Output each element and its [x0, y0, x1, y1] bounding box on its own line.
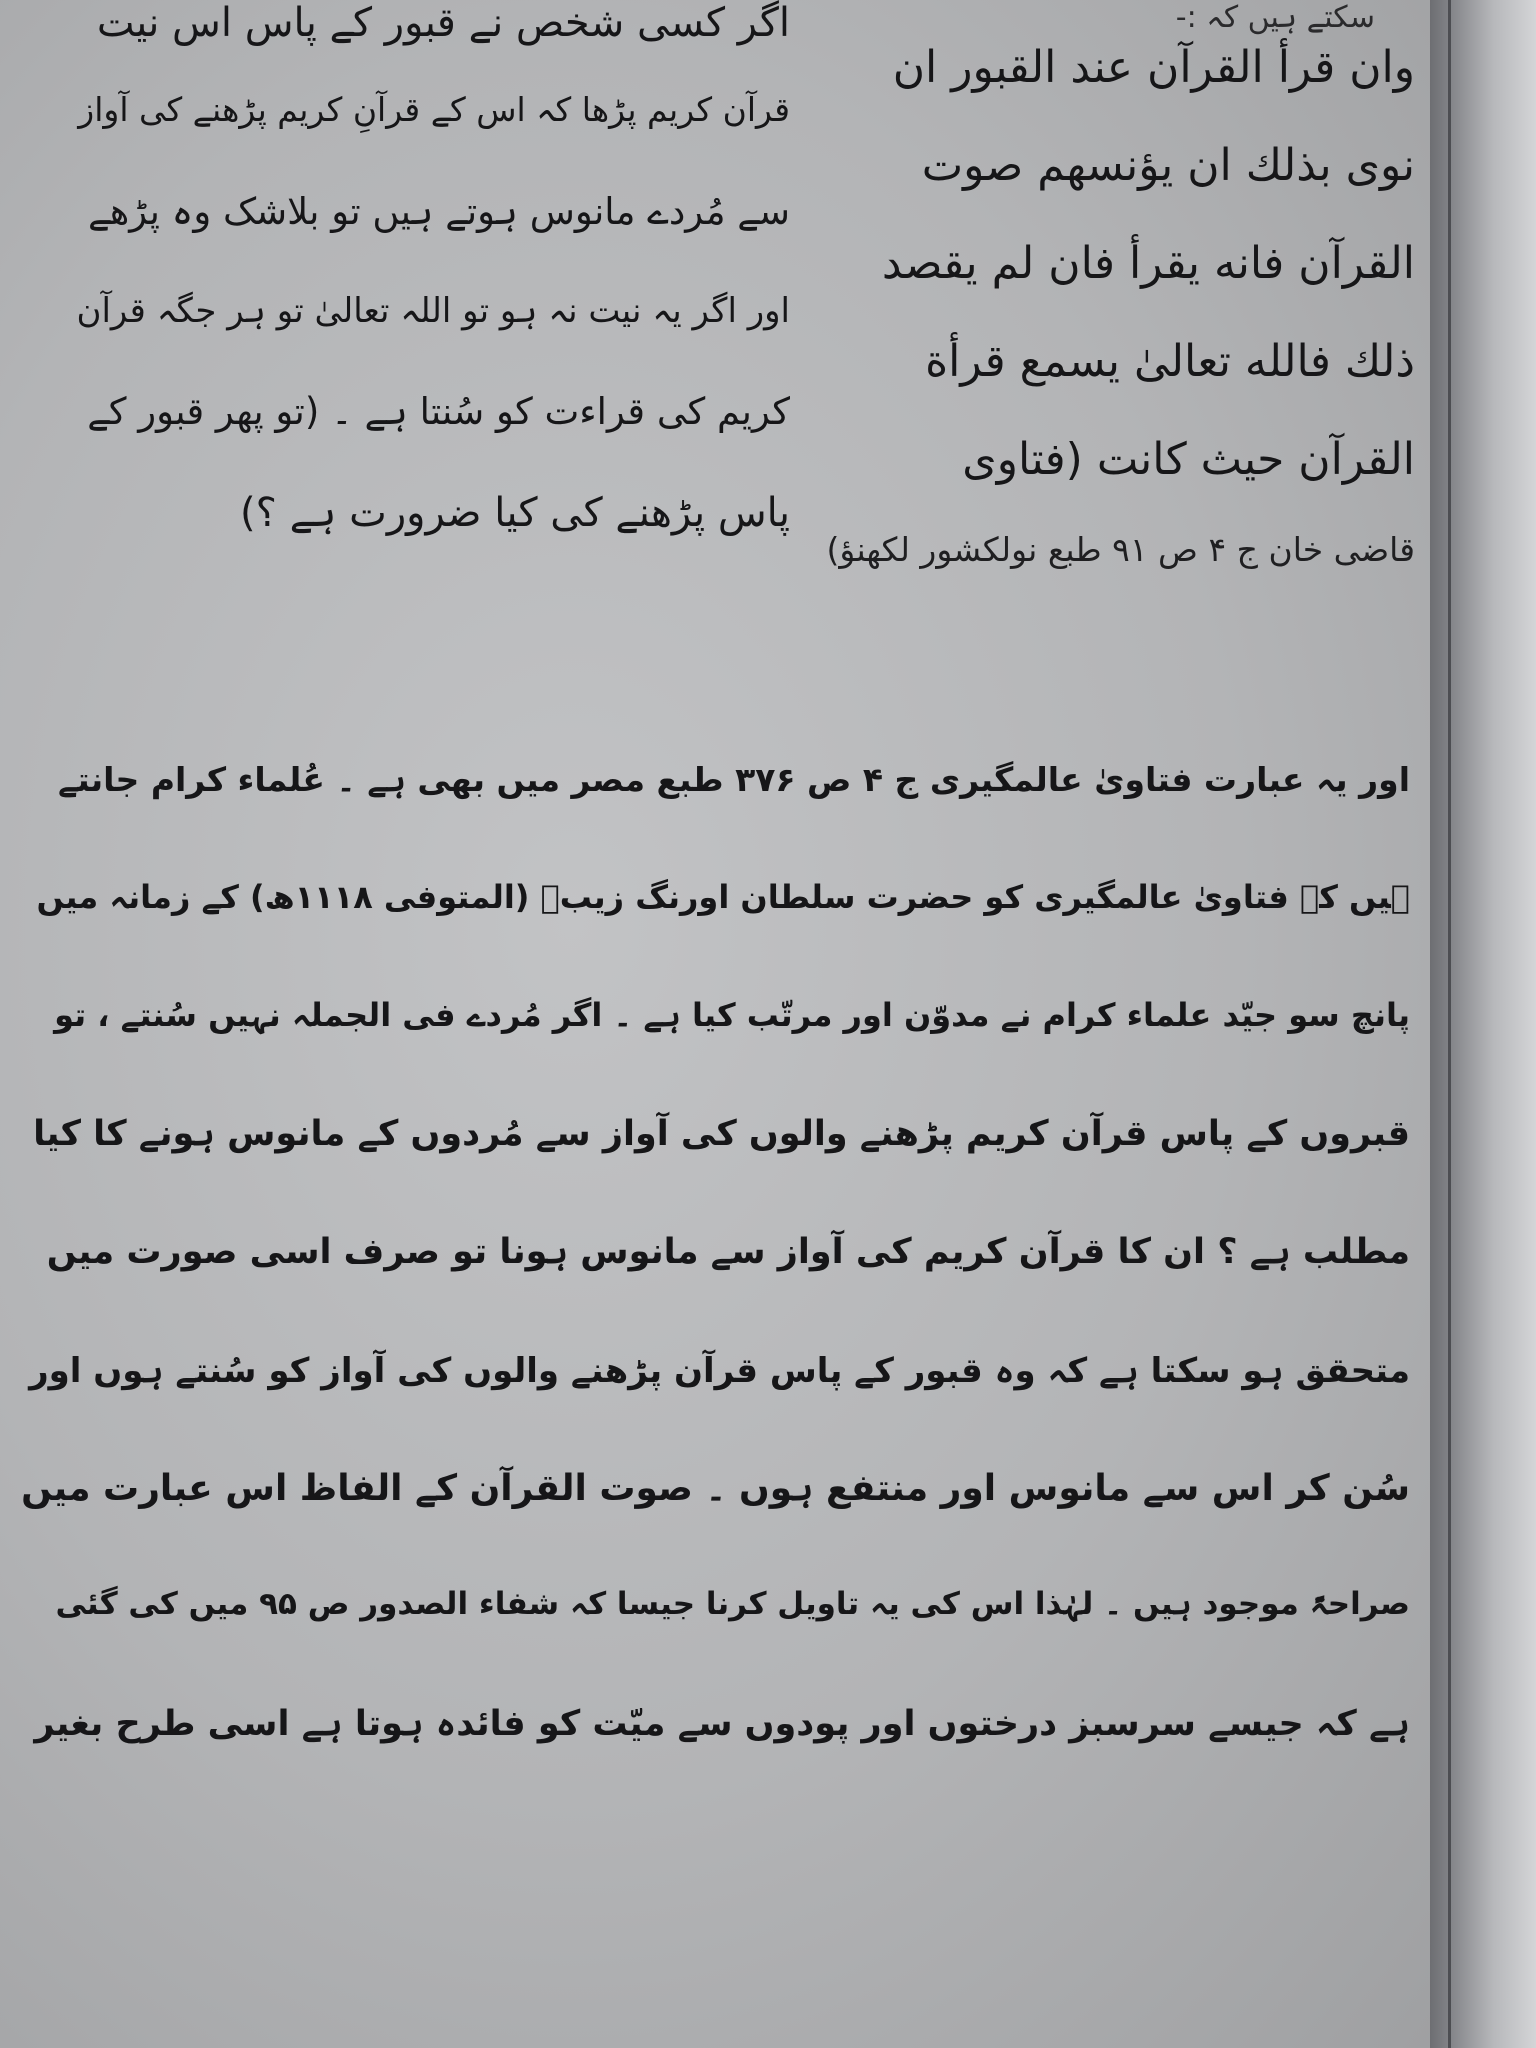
- translation-line-4: اور اگر یہ نیت نہ ہو تو اللہ تعالیٰ تو ہر جگہ قرآن: [76, 291, 790, 331]
- paragraph-line-4: قبروں کے پاس قرآن کریم پڑھنے والوں کی آواز سے مُردوں کے مانوس ہونے کا کیا: [33, 1114, 1410, 1154]
- paragraph-line-7: سُن کر اس سے مانوس اور منتفع ہوں ۔ صوت القرآن کے الفاظ اس عبارت میں: [21, 1468, 1410, 1509]
- citation-line: قاضی خان ج ۴ ص ۹۱ طبع نولکشور لکھنؤ): [826, 530, 1415, 569]
- arabic-line-2: نوی بذلك ان یؤنسهم صوت: [921, 140, 1415, 191]
- paragraph-line-9: ہے کہ جیسے سرسبز درختوں اور پودوں سے میّت کو فائدہ ہوتا ہے اسی طرح بغیر: [34, 1704, 1410, 1744]
- translation-line-1: اگر کسی شخص نے قبور کے پاس اس نیت: [96, 0, 790, 46]
- paragraph-line-5: مطلب ہے ؟ ان کا قرآن کریم کی آواز سے مانوس ہونا تو صرف اسی صورت میں: [46, 1232, 1410, 1272]
- book-spine: [1430, 0, 1536, 2048]
- paragraph-line-6: متحقق ہو سکتا ہے کہ وہ قبور کے پاس قرآن پڑھنے والوں کی آواز کو سُنتے ہوں اور: [29, 1351, 1410, 1391]
- arabic-line-1: وان قرأ القرآن عند القبور ان: [892, 42, 1415, 93]
- translation-line-5: کریم کی قراءت کو سُنتا ہے ۔ (تو پھر قبور کے: [87, 390, 790, 433]
- paragraph-line-1: اور یہ عبارت فتاویٰ عالمگیری ج ۴ ص ۳۷۶ طبع مصر میں بھی ہے ۔ عُلماء کرام جانتے: [57, 760, 1410, 799]
- paragraph-line-2: ہیں کہ فتاویٰ عالمگیری کو حضرت سلطان اورنگ زیبؒ (المتوفی ۱۱۱۸ھ) کے زمانہ میں: [36, 878, 1410, 916]
- top-fragment: سکتے ہیں کہ :-: [1175, 0, 1375, 35]
- arabic-line-4: ذلك فالله تعالیٰ یسمع قرأة: [925, 336, 1415, 387]
- translation-line-6: پاس پڑھنے کی کیا ضرورت ہے ؟): [240, 490, 790, 536]
- paragraph-line-3: پانچ سو جیّد علماء کرام نے مدوّن اور مرتّب کیا ہے ۔ اگر مُردے فی الجملہ نہیں سُنتے ، تو: [54, 996, 1410, 1034]
- arabic-line-5: القرآن حیث كانت (فتاوی: [962, 434, 1415, 485]
- translation-line-2: قرآن کریم پڑھا کہ اس کے قرآنِ کریم پڑھنے کی آواز: [78, 90, 790, 129]
- arabic-line-3: القرآن فانه یقرأ فان لم یقصد: [881, 238, 1415, 289]
- paragraph-line-8: صراحۃً موجود ہیں ۔ لہٰذا اس کی یہ تاویل کرنا جیسا کہ شفاء الصدور ص ۹۵ میں کی گئی: [55, 1586, 1410, 1622]
- translation-line-3: سے مُردے مانوس ہوتے ہیں تو بلاشک وہ پڑھے: [88, 190, 790, 233]
